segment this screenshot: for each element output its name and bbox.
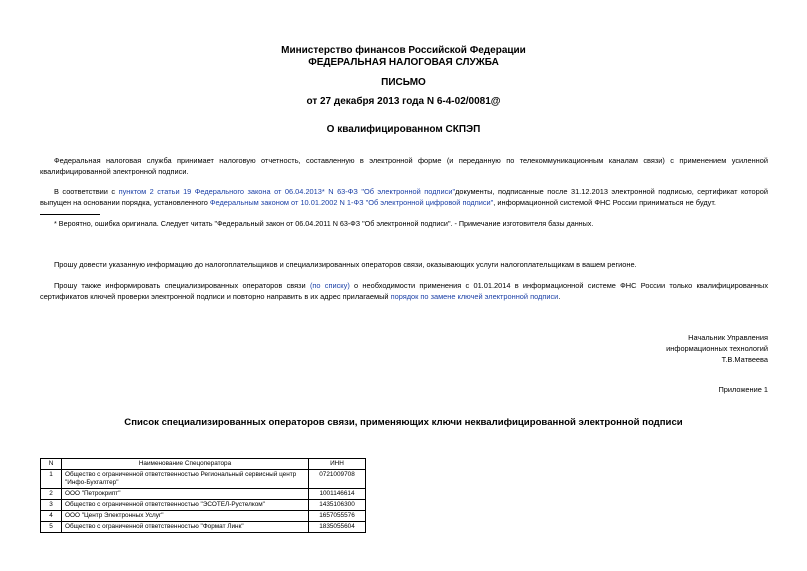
footnote: * Вероятно, ошибка оригинала. Следует читать "Федеральный закон от 06.04.2011 N 63-ФЗ "Об электронной подписи". - Примечание изготовителя базы данных. bbox=[54, 219, 594, 228]
table-row bbox=[41, 511, 366, 522]
paragraph-4-text-a: Прошу также информировать специализированных операторов связи bbox=[54, 281, 310, 290]
operator-name: ООО "Петрокрипт" bbox=[62, 489, 309, 500]
paragraph-2-text-c: , информационной системой ФНС России приниматься не будут. bbox=[493, 198, 716, 207]
operator-name: Общество с ограниченной ответственностью "Формат Линк" bbox=[62, 522, 309, 533]
signature-department: информационных технологий bbox=[666, 344, 768, 353]
table-row bbox=[41, 470, 366, 489]
signature-position: Начальник Управления bbox=[688, 333, 768, 342]
operators-table bbox=[40, 458, 366, 533]
paragraph-3-text: Прошу довести указанную информацию до налогоплательщиков и специализированных операторов связи, оказывающих услуги налогоплательщикам в вашем регионе. bbox=[54, 260, 637, 269]
key-replacement-procedure-link[interactable]: порядок по замене ключей электронной подписи bbox=[390, 292, 559, 301]
table-row bbox=[41, 522, 366, 533]
operator-inn: 1657055576 bbox=[309, 511, 366, 522]
table-row bbox=[41, 489, 366, 500]
paragraph-4-text-b: о необходимости применения с 01.01.2014 в информационной системе ФНС России только квалифицированных сертификатов ключей проверки электронной подписи и повторно направить в их адрес прилагаемый bbox=[40, 281, 769, 301]
paragraph-2-text-a: В соответствии с bbox=[54, 187, 119, 196]
document-subject: О квалифицированном СКПЭП bbox=[326, 124, 481, 135]
column-header-inn: ИНН bbox=[309, 459, 366, 470]
ministry-name: Министерство финансов Российской Федерации bbox=[281, 45, 526, 56]
paragraph-1 bbox=[40, 155, 768, 177]
row-number: 1 bbox=[41, 470, 62, 489]
footnote-divider bbox=[40, 214, 100, 215]
appendix-label: Приложение 1 bbox=[718, 385, 768, 394]
operator-inn: 1001146614 bbox=[309, 489, 366, 500]
operator-inn: 1835055604 bbox=[309, 522, 366, 533]
operator-inn: 0721009708 bbox=[309, 470, 366, 489]
federal-law-63-link[interactable]: пунктом 2 статьи 19 Федерального закона от 06.04.2013* N 63-ФЗ "Об электронной подписи" bbox=[118, 187, 456, 196]
column-header-number: N bbox=[41, 459, 62, 470]
operator-name: Общество с ограниченной ответственностью Региональный сервисный центр "Инфо-Бухгалтер" bbox=[62, 470, 309, 489]
paragraph-4 bbox=[40, 280, 768, 302]
row-number: 4 bbox=[41, 511, 62, 522]
document-type: ПИСЬМО bbox=[381, 77, 426, 88]
signature-name: Т.В.Матвеева bbox=[721, 355, 768, 364]
operator-inn: 1435106300 bbox=[309, 500, 366, 511]
row-number: 3 bbox=[41, 500, 62, 511]
service-name: ФЕДЕРАЛЬНАЯ НАЛОГОВАЯ СЛУЖБА bbox=[308, 57, 499, 68]
table-header-row bbox=[41, 459, 366, 470]
paragraph-2-text-b: документы, подписанные после 31.12.2013 электронной подписью, сертификат которой выпущен на основании порядка, установленного bbox=[40, 187, 769, 207]
table-row bbox=[41, 500, 366, 511]
operator-name: ООО "Центр Электронных Услуг" bbox=[62, 511, 309, 522]
operators-list-link[interactable]: (по списку) bbox=[309, 281, 350, 290]
row-number: 2 bbox=[41, 489, 62, 500]
appendix-title: Список специализированных операторов связи, применяющих ключи неквалифицированной электронной подписи bbox=[124, 417, 683, 428]
document-date-number: от 27 декабря 2013 года N 6-4-02/0081@ bbox=[306, 96, 501, 107]
paragraph-4-text-c: . bbox=[558, 292, 561, 301]
operator-name: Общество с ограниченной ответственностью "ЭСОТЕЛ-Рустелком" bbox=[62, 500, 309, 511]
paragraph-2 bbox=[40, 186, 768, 208]
signature-block bbox=[666, 332, 768, 365]
row-number: 5 bbox=[41, 522, 62, 533]
paragraph-1-text: Федеральная налоговая служба принимает налоговую отчетность, составленную в электронной форме (и переданную по телекоммуникационным каналам связи) с применением усиленной квалифицированной электронной подписи. bbox=[40, 156, 768, 176]
federal-law-1-link[interactable]: Федеральным законом от 10.01.2002 N 1-ФЗ "Об электронной цифровой подписи" bbox=[209, 198, 494, 207]
paragraph-3 bbox=[40, 259, 768, 270]
column-header-operator-name: Наименование Спецоператора bbox=[62, 459, 309, 470]
